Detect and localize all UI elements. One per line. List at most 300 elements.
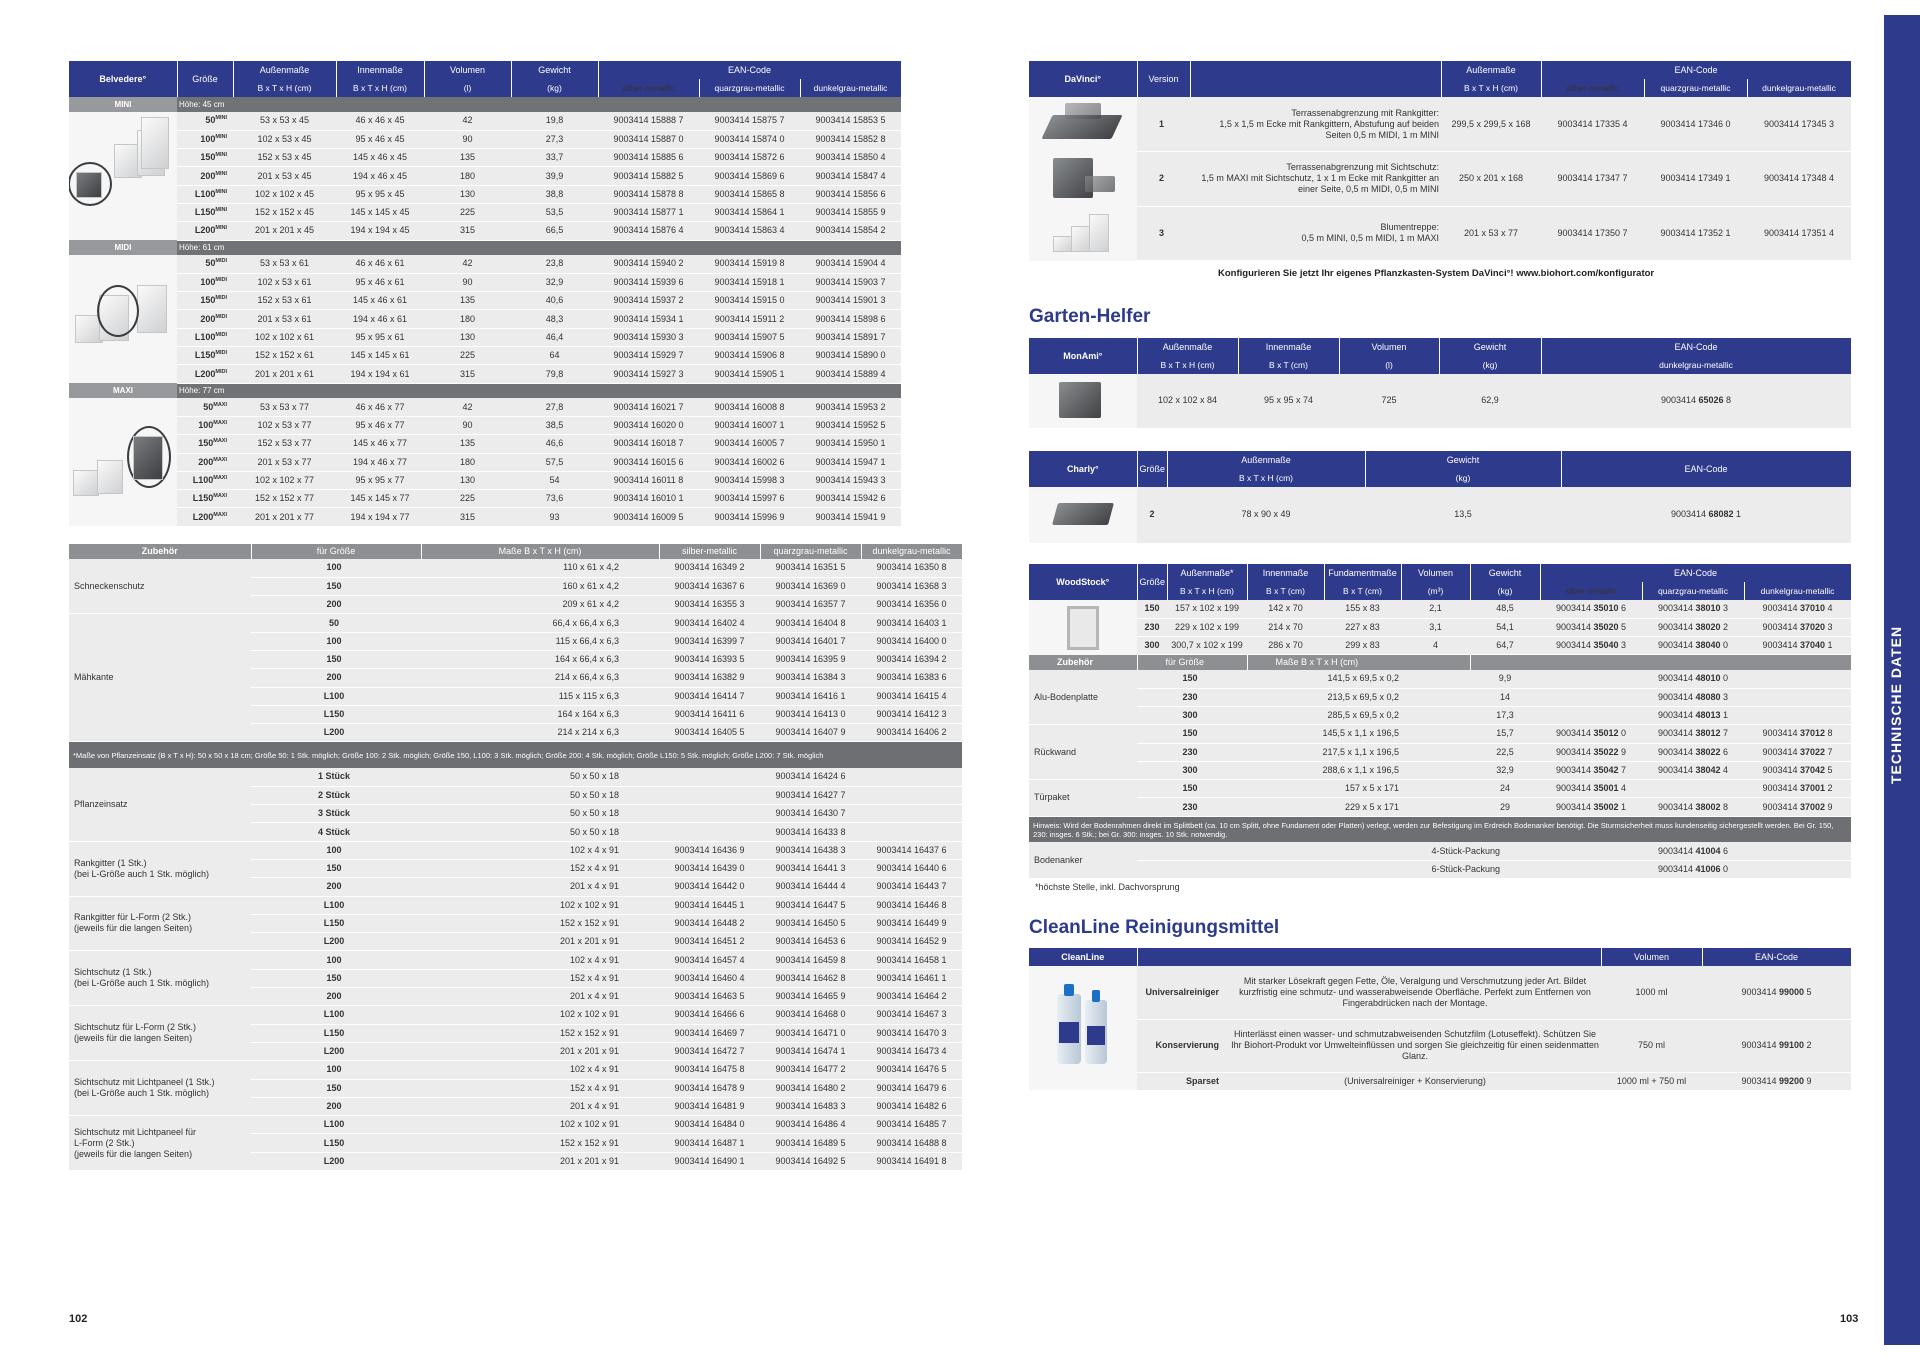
size-cell: L200	[251, 1152, 421, 1170]
ean-cell: 9003414 16399 7	[659, 632, 760, 650]
ean-check: 8	[1827, 728, 1833, 739]
ean-bold: 48010	[1695, 673, 1721, 684]
size-cell	[177, 203, 233, 221]
ean-cell: 9003414 16446 8	[861, 896, 962, 914]
table-row	[1029, 861, 1851, 879]
table-cell: 48,3	[511, 310, 598, 328]
accessory-name: Sichtschutz (1 Stk.) (bei L-Größe auch 1 Stk. möglich)	[69, 951, 251, 1006]
belvedere-group-name: MINI	[69, 97, 177, 112]
ean-cell: 9003414 16412 3	[861, 705, 962, 723]
size-cell	[177, 398, 233, 416]
ean-check: 0	[1723, 864, 1729, 875]
size-cell: L200	[251, 1042, 421, 1060]
table-cell: 299,5 x 299,5 x 168	[1441, 97, 1541, 152]
ean-cell: 9003414 16447 5	[760, 896, 861, 914]
table-row	[69, 435, 901, 453]
table-cell: 54,1	[1470, 618, 1540, 636]
woodstock-header-foundation: Fundamentmaße	[1324, 564, 1401, 582]
dims-cell: 201 x 4 x 91	[421, 1097, 659, 1115]
table-cell: 145 x 46 x 45	[336, 149, 424, 167]
size-suffix: MIDI	[215, 277, 227, 284]
size-cell: 300	[1137, 637, 1167, 655]
dims-cell: 102 x 102 x 91	[421, 1006, 659, 1024]
table-cell: 315	[424, 365, 511, 383]
dims-cell: 102 x 4 x 91	[421, 1061, 659, 1079]
dims-cell: 102 x 4 x 91	[421, 841, 659, 859]
ean-cell: 9003414 16483 3	[760, 1097, 861, 1115]
size-cell	[177, 508, 233, 526]
size-cell: L200	[251, 933, 421, 951]
size-label: 150	[200, 295, 216, 306]
table-row	[69, 1006, 962, 1024]
size-suffix: MAXI	[213, 511, 227, 518]
ean-cell	[1642, 798, 1744, 816]
woodstock-sub-silber: silber-metallic	[1540, 582, 1642, 600]
table-row	[69, 328, 901, 346]
size-label: 200	[198, 456, 214, 467]
ean-cell: 9003414 16349 2	[659, 559, 760, 577]
davinci-configurator-link[interactable]: Konfigurieren Sie jetzt Ihr eigenes Pflanzkasten-System DaVinci°! www.biohort.com/konfigurator	[1218, 268, 1655, 279]
table-cell: 201 x 53 x 77	[233, 453, 336, 471]
ean-cell: 9003414 16367 6	[659, 577, 760, 595]
ean-cell: 9003414 16413 0	[760, 705, 861, 723]
table-cell: 9003414 15996 9	[699, 508, 800, 526]
ean-cell	[1540, 761, 1642, 779]
ean-cell: 9003414 16406 2	[861, 724, 962, 742]
ean-bold: 48080	[1695, 691, 1721, 702]
cleanline-product-name: Sparset	[1137, 1072, 1225, 1090]
table-cell: 227 x 83	[1324, 618, 1401, 636]
dims-cell: 152 x 4 x 91	[421, 969, 659, 987]
table-cell: 194 x 194 x 77	[336, 508, 424, 526]
size-label: L200	[192, 511, 214, 522]
blank-cell	[1401, 725, 1470, 743]
table-cell: 79,8	[511, 365, 598, 383]
ean-cell: 9003414 16400 0	[861, 632, 962, 650]
ean-bold: 38020	[1695, 621, 1721, 632]
ean-cell: 9003414 16460 4	[659, 969, 760, 987]
size-cell: 150	[251, 859, 421, 877]
blank-cell	[1401, 743, 1470, 761]
table-row	[1029, 725, 1851, 743]
ean-cell: 9003414 16472 7	[659, 1042, 760, 1060]
ean-check: 9	[1827, 801, 1833, 812]
table-cell: 9003414 15869 6	[699, 167, 800, 185]
ean-cell: 9003414 16384 3	[760, 669, 861, 687]
ean-cell: 9003414 16465 9	[760, 988, 861, 1006]
table-cell: 9003414 16010 1	[598, 490, 699, 508]
table-cell: 90	[424, 416, 511, 434]
table-cell: 48,5	[1470, 600, 1540, 618]
pack-cell: 4-Stück-Packung	[1137, 842, 1540, 860]
table-cell: 201 x 201 x 61	[233, 365, 336, 383]
table-cell: 38,5	[511, 416, 598, 434]
table-row	[69, 416, 901, 434]
ean-cell: 9003414 16489 5	[760, 1134, 861, 1152]
ean-cell: 9003414 16438 3	[760, 841, 861, 859]
weight-cell: 17,3	[1470, 706, 1540, 724]
cleanline-volume: 1000 ml + 750 ml	[1601, 1072, 1702, 1090]
ean-cell: 9003414 16350 8	[861, 559, 962, 577]
table-cell: 9003414 15882 5	[598, 167, 699, 185]
dims-cell: 115 x 115 x 6,3	[421, 687, 659, 705]
davinci-header-ean: EAN-Code	[1541, 61, 1851, 79]
ean-cell: 9003414 16467 3	[861, 1006, 962, 1024]
belvedere-header-volume: Volumen	[424, 61, 511, 79]
table-cell: 64,7	[1470, 637, 1540, 655]
ean-prefix: 9003414	[1657, 603, 1696, 614]
ean-bold: 35012	[1593, 728, 1619, 739]
table-cell: 9003414 15847 4	[800, 167, 901, 185]
blank-cell	[1744, 842, 1851, 860]
ean-prefix: 9003414	[1555, 640, 1594, 651]
ean-check: 9	[1621, 746, 1627, 757]
zubehoer-header-name: Zubehör	[69, 544, 251, 559]
size-cell: L150	[251, 1134, 421, 1152]
table-cell: 145 x 46 x 61	[336, 292, 424, 310]
blank-cell	[1401, 688, 1470, 706]
ean-cell	[1540, 743, 1642, 761]
table-cell: 315	[424, 222, 511, 240]
table-row	[1029, 374, 1851, 428]
table-cell: 142 x 70	[1247, 600, 1324, 618]
table-row	[69, 292, 901, 310]
table-cell: 9003414 15943 3	[800, 471, 901, 489]
table-row	[1029, 761, 1851, 779]
cleanline-volume: 1000 ml	[1601, 966, 1702, 1019]
table-cell: 9003414 15940 2	[598, 255, 699, 273]
ean-prefix: 9003414	[1657, 765, 1696, 776]
ean-prefix: 9003414	[1762, 603, 1800, 614]
ean-cell: 9003414 16471 0	[760, 1024, 861, 1042]
dims-cell: 50 x 50 x 18	[421, 768, 659, 786]
table-cell: 300,7 x 102 x 199	[1167, 637, 1247, 655]
table-cell: 93	[511, 508, 598, 526]
woodstock-image	[1029, 600, 1137, 655]
size-label: 100	[200, 133, 216, 144]
table-cell: 102 x 53 x 45	[233, 130, 336, 148]
table-cell: 53 x 53 x 45	[233, 112, 336, 130]
belvedere-header-weight: Gewicht	[511, 61, 598, 79]
ean-bold: 37040	[1800, 640, 1826, 651]
ean-cell: 9003414 16411 6	[659, 705, 760, 723]
table-cell: 229 x 102 x 199	[1167, 618, 1247, 636]
ean-cell: 9003414 16469 7	[659, 1024, 760, 1042]
table-cell: 225	[424, 347, 511, 365]
table-row	[1029, 706, 1851, 724]
size-label: 200	[200, 313, 216, 324]
ean-cell: 9003414 16473 4	[861, 1042, 962, 1060]
table-cell: 9003414 17335 4	[1541, 97, 1644, 152]
table-cell: 9003414 15856 6	[800, 185, 901, 203]
ean-bold: 38040	[1695, 640, 1721, 651]
davinci-sub-outer: B x T x H (cm)	[1441, 79, 1541, 97]
ean-cell	[861, 823, 962, 841]
table-cell: 9003414 16008 8	[699, 398, 800, 416]
size-cell: 50	[251, 614, 421, 632]
ean-cell	[1642, 670, 1744, 688]
ean-cell: 9003414 16382 9	[659, 669, 760, 687]
table-cell: 194 x 46 x 45	[336, 167, 424, 185]
ean-bold: 35001	[1593, 783, 1619, 794]
ean-cell	[659, 768, 760, 786]
table-cell: 9003414 15915 0	[699, 292, 800, 310]
version-description: Terrassenabgrenzung mit Rankgitter: 1,5 x 1,5 m Ecke mit Rankgittern, Abstufung auf beiden Seiten 0,5 m MIDI, 1 m MINI	[1190, 97, 1441, 152]
belvedere-sub-dunkelgrau: dunkelgrau-metallic	[800, 79, 901, 97]
table-cell: 102 x 102 x 77	[233, 471, 336, 489]
table-cell: 180	[424, 453, 511, 471]
size-cell	[177, 149, 233, 167]
ean-check: 7	[1827, 746, 1833, 757]
table-row	[69, 222, 901, 240]
ean-bold: 37042	[1800, 765, 1826, 776]
table-row	[1029, 743, 1851, 761]
size-cell	[177, 416, 233, 434]
dims-cell: 201 x 4 x 91	[421, 878, 659, 896]
side-tab	[1884, 15, 1920, 1345]
table-cell: 9003414 15953 2	[800, 398, 901, 416]
table-row	[1029, 600, 1851, 618]
davinci-sub-quarzgrau: quarzgrau-metallic	[1644, 79, 1747, 97]
davinci-sub-dunkelgrau: dunkelgrau-metallic	[1747, 79, 1851, 97]
size-cell	[177, 435, 233, 453]
table-cell: 9003414 16015 6	[598, 453, 699, 471]
ean-cell: 9003414 16475 8	[659, 1061, 760, 1079]
ean-cell: 9003414 16490 1	[659, 1152, 760, 1170]
table-cell: 9003414 17346 0	[1644, 97, 1747, 152]
belvedere-sub-outer: B x T x H (cm)	[233, 79, 336, 97]
belvedere-group-name: MAXI	[69, 383, 177, 398]
woodstock-header-volume: Volumen	[1401, 564, 1470, 582]
size-cell: 300	[1137, 706, 1247, 724]
blank-cell	[1401, 761, 1470, 779]
ean-cell: 9003414 16427 7	[760, 786, 861, 804]
belvedere-maxi-image	[69, 398, 177, 526]
ean-prefix: 9003414	[1762, 640, 1800, 651]
table-cell: 9003414 16002 6	[699, 453, 800, 471]
table-cell: 145 x 145 x 77	[336, 490, 424, 508]
dims-cell: 201 x 201 x 91	[421, 1152, 659, 1170]
accessory-name: Pflanzeinsatz	[69, 768, 251, 841]
ean-cell: 9003414 16356 0	[861, 596, 962, 614]
ean-cell	[1744, 618, 1851, 636]
ean-cell	[1642, 761, 1744, 779]
monami-header-inner: Innenmaße	[1238, 338, 1339, 356]
ean-cell	[1744, 600, 1851, 618]
ean-prefix: 9003414	[1657, 801, 1696, 812]
ean-cell: 9003414 16433 8	[760, 823, 861, 841]
table-cell: 9003414 15878 8	[598, 185, 699, 203]
table-row	[69, 614, 962, 632]
table-cell: 46 x 46 x 77	[336, 398, 424, 416]
ean-check: 1	[1723, 710, 1729, 721]
charly-header-weight: Gewicht	[1365, 451, 1561, 469]
size-suffix: MIDI	[215, 350, 227, 357]
table-row	[1029, 842, 1851, 860]
size-label: L200	[194, 368, 216, 379]
table-row	[1029, 780, 1851, 798]
ean-cell	[1540, 637, 1642, 655]
table-cell: 9003414 15877 1	[598, 203, 699, 221]
ean-cell	[1642, 688, 1744, 706]
table-cell: 194 x 194 x 61	[336, 365, 424, 383]
size-suffix: MAXI	[213, 456, 227, 463]
table-cell: 9003414 17347 7	[1541, 152, 1644, 207]
size-cell: 150	[251, 1079, 421, 1097]
size-cell	[177, 328, 233, 346]
table-cell: 9003414 15875 7	[699, 112, 800, 130]
belvedere-mini-image	[69, 112, 177, 240]
size-label: L100	[192, 474, 214, 485]
table-cell: 135	[424, 149, 511, 167]
cleanline-header-blank	[1137, 948, 1601, 966]
ean-prefix: 9003414	[1657, 621, 1696, 632]
cleanline-product-name: Konservierung	[1137, 1019, 1225, 1072]
charly-sub-weight: (kg)	[1365, 469, 1561, 487]
table-cell: 39,9	[511, 167, 598, 185]
table-row	[69, 167, 901, 185]
ean-check: 3	[1723, 603, 1729, 614]
monami-sub-weight: (kg)	[1439, 356, 1541, 374]
ean-bold: 41006	[1695, 864, 1721, 875]
table-cell: 102 x 53 x 61	[233, 273, 336, 291]
size-cell	[177, 490, 233, 508]
woodstock-header-inner: Innenmaße	[1247, 564, 1324, 582]
ean-cell: 9003414 16357 7	[760, 596, 861, 614]
belvedere-sub-volume: (l)	[424, 79, 511, 97]
accessory-name: Rankgitter für L-Form (2 Stk.) (jeweils für die langen Seiten)	[69, 896, 251, 951]
size-cell: 4 Stück	[251, 823, 421, 841]
ean-check: 1	[1621, 801, 1627, 812]
page-number-left: 102	[69, 1313, 88, 1325]
woodstock-note-row	[1029, 816, 1851, 842]
dims-cell: 152 x 4 x 91	[421, 1079, 659, 1097]
charly-header-outer: Außenmaße	[1167, 451, 1365, 469]
woodstock-sub-inner: B x T (cm)	[1247, 582, 1324, 600]
dims-cell: 152 x 152 x 91	[421, 914, 659, 932]
belvedere-sub-silber: silber-metallic	[598, 79, 699, 97]
ean-cell: 9003414 16457 4	[659, 951, 760, 969]
ean-cell: 9003414 16462 8	[760, 969, 861, 987]
ean-check: 0	[1723, 673, 1729, 684]
size-cell	[177, 112, 233, 130]
blank-cell	[1540, 861, 1642, 879]
ean-cell: 9003414 16480 2	[760, 1079, 861, 1097]
table-row	[69, 453, 901, 471]
ean-cell: 9003414 16430 7	[760, 805, 861, 823]
table-row	[69, 471, 901, 489]
table-cell: 152 x 152 x 77	[233, 490, 336, 508]
size-cell: 150	[251, 577, 421, 595]
ean-cell: 9003414 16464 2	[861, 988, 962, 1006]
cleanline-description: Hinterlässt einen wasser- und schmutzabweisenden Schutzfilm (Lotuseffekt). Schützen Sie Ihr Biohort-Produkt vor Umwelteinflüssen und sorgen Sie gleichzeitig für einen seidenmatten Glanz.	[1225, 1019, 1601, 1072]
dims-cell: 141,5 x 69,5 x 0,2	[1247, 670, 1401, 688]
ean-cell: 9003414 16476 5	[861, 1061, 962, 1079]
zubehoer-header-dims: Maße B x T x H (cm)	[421, 544, 659, 559]
table-cell: 201 x 201 x 77	[233, 508, 336, 526]
size-cell	[177, 471, 233, 489]
ean-check: 8	[1723, 801, 1729, 812]
size-suffix: MIDI	[215, 258, 227, 265]
dims-cell: 213,5 x 69,5 x 0,2	[1247, 688, 1401, 706]
size-cell: L200	[251, 724, 421, 742]
table-cell: 38,8	[511, 185, 598, 203]
table-cell: 152 x 53 x 61	[233, 292, 336, 310]
ean-cell: 9003414 16444 4	[760, 878, 861, 896]
version-cell: 3	[1137, 206, 1190, 261]
ean-cell	[659, 823, 760, 841]
table-cell: 9003414 15864 1	[699, 203, 800, 221]
ean-check: 5	[1827, 765, 1833, 776]
cleanline-description: (Universalreiniger + Konservierung)	[1225, 1072, 1601, 1090]
table-row	[69, 365, 901, 383]
monami-sub-inner: B x T (cm)	[1238, 356, 1339, 374]
dims-cell: 201 x 4 x 91	[421, 988, 659, 1006]
table-cell: 145 x 145 x 45	[336, 203, 424, 221]
table-cell: 66,5	[511, 222, 598, 240]
charly-sub-outer: B x T x H (cm)	[1167, 469, 1365, 487]
size-cell: 230	[1137, 618, 1167, 636]
table-cell: 9003414 15950 1	[800, 435, 901, 453]
monami-sub-dunkelgrau: dunkelgrau-metallic	[1541, 356, 1851, 374]
table-cell: 9003414 16009 5	[598, 508, 699, 526]
size-suffix: MINI	[215, 170, 227, 177]
ean-prefix: 9003414	[1741, 986, 1779, 997]
ean-check: 2	[1827, 783, 1833, 794]
table-cell: 9003414 15876 4	[598, 222, 699, 240]
accessory-note: *Maße von Pflanzeinsatz (B x T x H): 50 x 50 x 18 cm; Größe 50: 1 Stk. möglich; Größe 100: 2 Stk. möglich; Größe 150, L100: 3 Stk. möglich; Größe 200: 4 Stk. möglich; Größe L150: 5 Stk. möglich; Größe L200: 7 Stk. möglich	[69, 742, 962, 768]
table-row	[69, 255, 901, 273]
ean-cell	[1540, 798, 1642, 816]
ean-check: 5	[1806, 986, 1812, 997]
ean-cell	[861, 768, 962, 786]
size-cell: L150	[251, 1024, 421, 1042]
table-cell: 9003414 16018 7	[598, 435, 699, 453]
ean-cell	[1744, 706, 1851, 724]
ean-cell: 9003414 16448 2	[659, 914, 760, 932]
table-cell: 9003414 15853 5	[800, 112, 901, 130]
page-number-right: 103	[1840, 1313, 1859, 1325]
ean-cell: 9003414 16459 8	[760, 951, 861, 969]
size-suffix: MINI	[215, 115, 227, 122]
table-row	[1029, 618, 1851, 636]
dims-cell: 145,5 x 1,1 x 196,5	[1247, 725, 1401, 743]
table-row	[69, 841, 962, 859]
ean-cell: 9003414 16478 9	[659, 1079, 760, 1097]
dims-cell: 164 x 66,4 x 6,3	[421, 650, 659, 668]
ean-bold: 35020	[1593, 621, 1619, 632]
size-cell	[177, 347, 233, 365]
size-cell: 200	[251, 596, 421, 614]
ean-check: 5	[1621, 621, 1627, 632]
size-label: 50	[205, 258, 216, 269]
table-cell: 90	[424, 130, 511, 148]
ean-cell: 9003414 16470 3	[861, 1024, 962, 1042]
monami-table	[1029, 338, 1852, 429]
table-cell: 9003414 15939 6	[598, 273, 699, 291]
cleanline-ean	[1702, 966, 1851, 1019]
size-cell: 150	[251, 969, 421, 987]
dims-cell: 217,5 x 1,1 x 196,5	[1247, 743, 1401, 761]
table-cell: 27,8	[511, 398, 598, 416]
table-row	[69, 1061, 962, 1079]
belvedere-sub-inner: B x T x H (cm)	[336, 79, 424, 97]
ean-cell	[1540, 706, 1642, 724]
table-cell: 42	[424, 255, 511, 273]
zubehoer-header-size: für Größe	[251, 544, 421, 559]
dims-cell: 50 x 50 x 18	[421, 786, 659, 804]
ean-cell: 9003414 16445 1	[659, 896, 760, 914]
